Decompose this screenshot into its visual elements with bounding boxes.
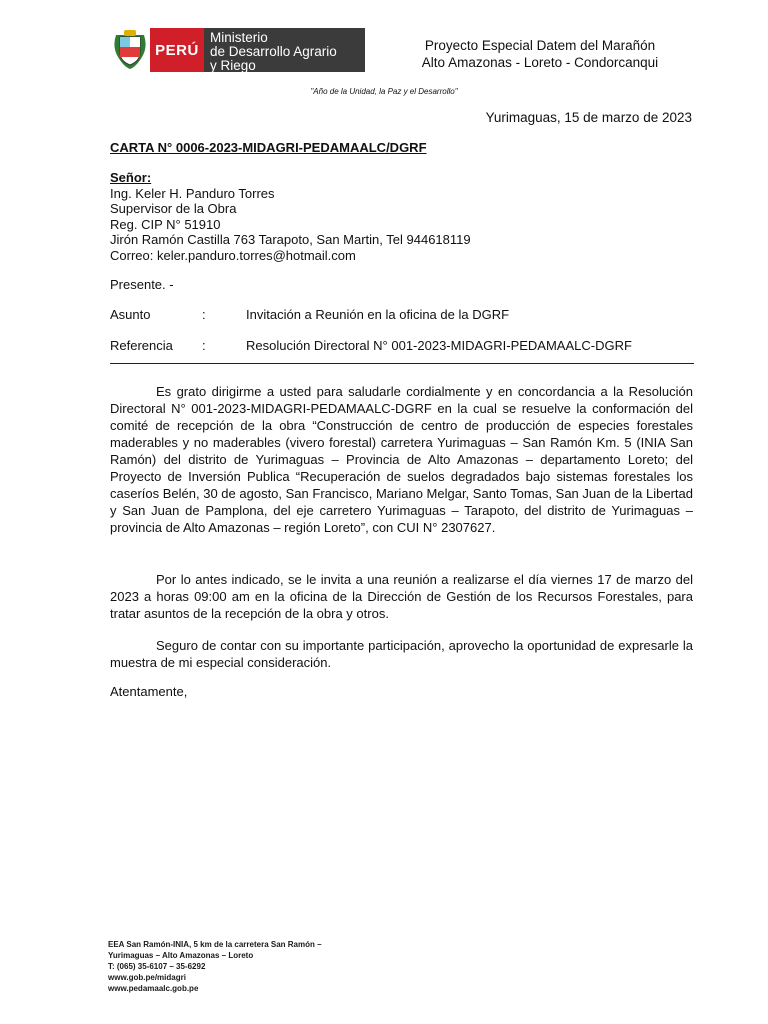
reference-colon: : xyxy=(202,338,206,353)
subject-value: Invitación a Reunión en la oficina de la DGRF xyxy=(246,307,510,322)
letter-date: Yurimaguas, 15 de marzo de 2023 xyxy=(485,110,692,125)
recipient-block xyxy=(110,170,693,263)
subject-colon: : xyxy=(202,307,206,322)
reference-label: Referencia xyxy=(110,338,173,353)
ministry-line: de Desarrollo Agrario xyxy=(210,44,337,59)
salutation: Señor: xyxy=(110,170,152,185)
presente: Presente. - xyxy=(110,277,174,292)
letter-reference-number: CARTA N° 0006-2023-MIDAGRI-PEDAMAALC/DGRF xyxy=(110,140,427,155)
peru-coat-of-arms-icon xyxy=(110,27,150,73)
project-line: Proyecto Especial Datem del Marañón xyxy=(424,38,656,53)
body-paragraph: Seguro de contar con su importante participación, aprovecho la oportunidad de expresarle la muestra de mi especial consideración. xyxy=(110,638,693,670)
body-paragraph: Por lo antes indicado, se le invita a una reunión a realizarse el día viernes 17 de marzo del 2023 a horas 09:00 am en la oficina de la Dirección de Gestión de los Recursos Forestales, para tratar asuntos de la recepción de la obra y otros. xyxy=(110,572,693,621)
subject-label: Asunto xyxy=(110,307,151,322)
ministry-line: Ministerio xyxy=(210,30,268,45)
ministry-line: y Riego xyxy=(210,58,256,73)
recipient-line: Ing. Keler H. Panduro Torres xyxy=(110,185,275,201)
footer-line: EEA San Ramón-INIA, 5 km de la carretera San Ramón – xyxy=(108,940,322,949)
recipient-line: Correo: keler.panduro.torres@hotmail.com xyxy=(110,247,356,263)
divider xyxy=(110,363,694,364)
footer-line: T: (065) 35-6107 – 35-6292 xyxy=(108,962,206,971)
recipient-line: Reg. CIP N° 51910 xyxy=(110,216,221,232)
footer-link[interactable]: www.pedamaalc.gob.pe xyxy=(108,984,199,993)
recipient-line: Supervisor de la Obra xyxy=(110,201,237,216)
ministry-label xyxy=(204,28,365,72)
subject-row xyxy=(110,307,509,322)
reference-row xyxy=(110,338,632,353)
footer-line: Yurimaguas – Alto Amazonas – Loreto xyxy=(108,951,254,960)
footer-link[interactable]: www.gob.pe/midagri xyxy=(108,973,186,982)
reference-value: Resolución Directoral N° 001-2023-MIDAGRI-PEDAMAALC-DGRF xyxy=(246,338,632,353)
peru-label: PERÚ xyxy=(150,28,204,72)
year-motto: "Año de la Unidad, la Paz y el Desarrollo" xyxy=(310,87,458,96)
recipient-line: Jirón Ramón Castilla 763 Tarapoto, San Martin, Tel 944618119 xyxy=(110,232,471,247)
project-line: Alto Amazonas - Loreto - Condorcanqui xyxy=(421,55,659,70)
body-paragraph: Es grato dirigirme a usted para saludarle cordialmente y en concordancia a la Resolución Directoral N° 001-2023-MIDAGRI-PEDAMAALC-DGRF en la cual se resuelve la conformación del comité de recepción de la obra “Construcción de centro de producción de especies forestales maderables y no maderables (vivero forestal) carretera Yurimaguas – San Ramón Km. 5 (INIA San Ramón) del distrito de Yurimaguas – Provincia de Alto Amazonas – departamento Loreto; del Proyecto de Inversión Publica “Recuperación de suelos degradados bajo sistemas forestales los caseríos Belén, 30 de agosto, San Francisco, Mariano Melgar, Santo Tomas, San Juan de la Libertad y San Juan de Pamplona, del eje carretero Yurimaguas – Tarapoto, del distrito de Yurimaguas – provincia de Alto Amazonas – región Loreto”, con CUI N° 2307627. xyxy=(110,384,693,535)
project-title xyxy=(390,37,690,71)
closing: Atentamente, xyxy=(110,684,188,699)
footer-contact xyxy=(108,939,322,994)
